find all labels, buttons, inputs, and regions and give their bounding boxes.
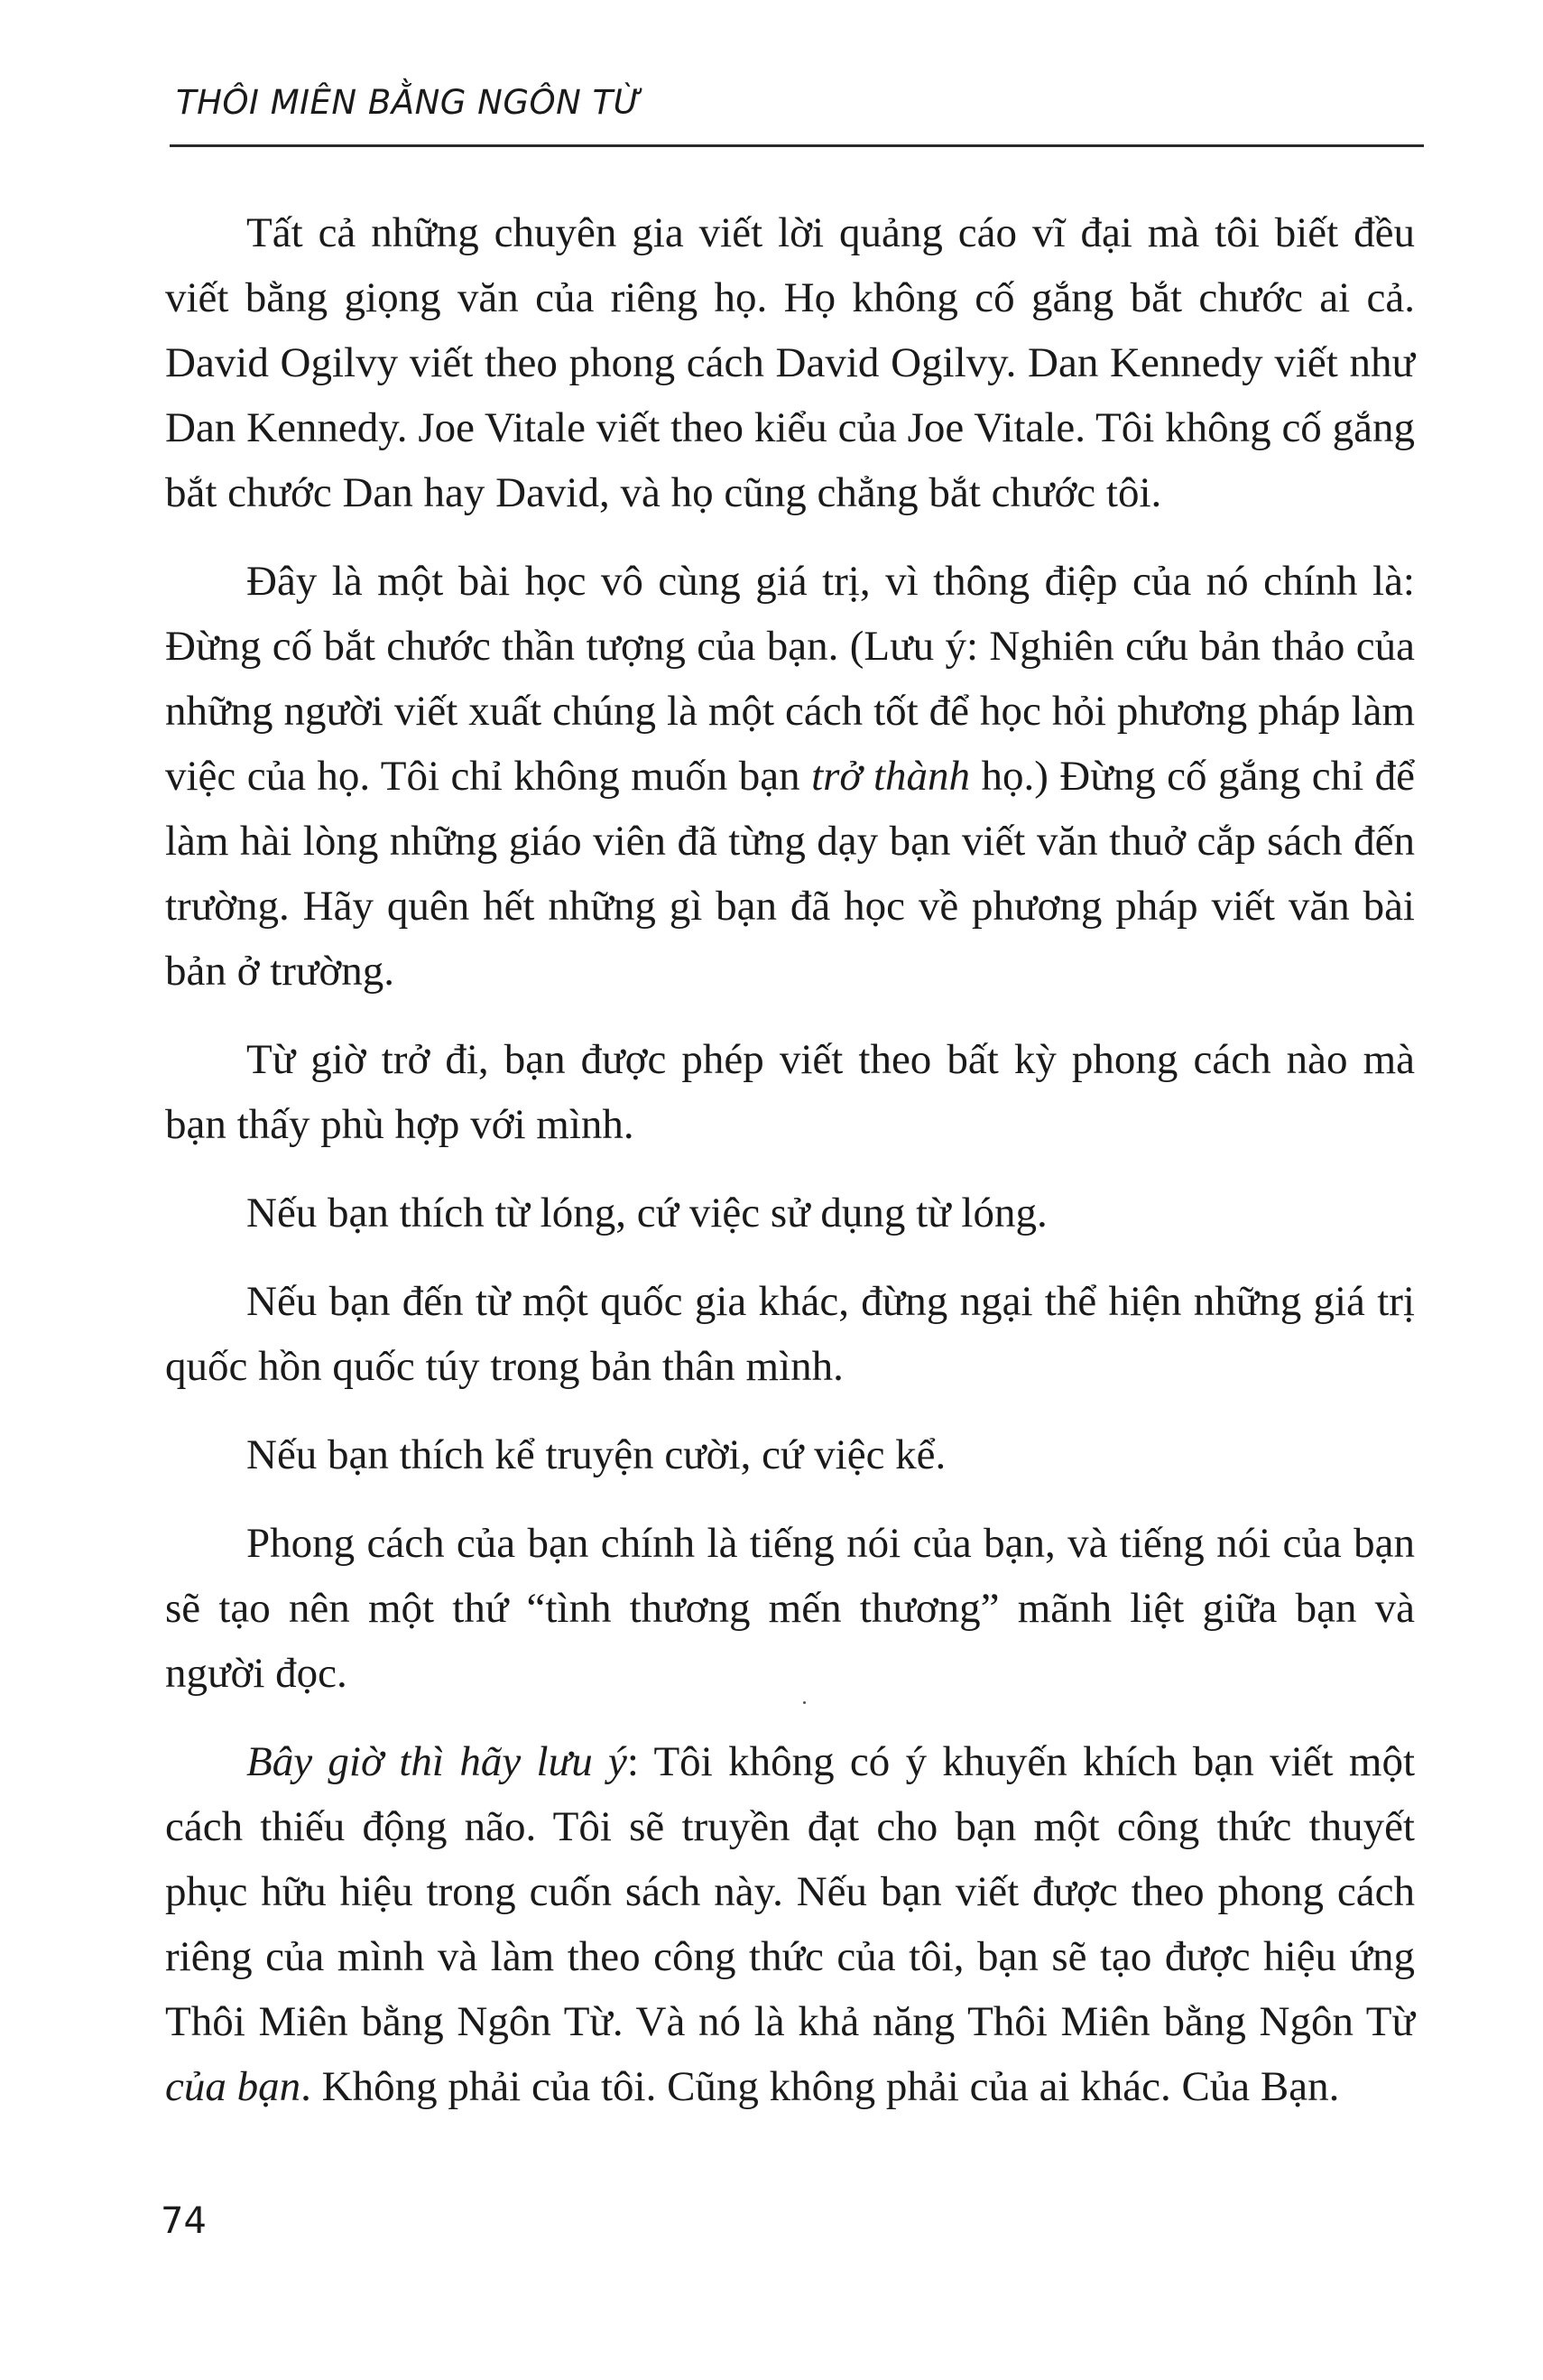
paragraph-text: họ.) Đừng cố gắng chỉ để làm hài lòng những giáo viên đã từng dạy bạn viết văn thuở cắp sách đến trường. Hãy quên hết những gì bạn đã học về phương pháp viết văn bài bản ở trường. — [165, 753, 1415, 995]
paragraph-text: Phong cách của bạn chính là tiếng nói của bạn, và tiếng nói của bạn sẽ tạo nên một thứ “tình thương mến thương” mãnh liệt giữa bạn và người đọc. — [165, 1520, 1415, 1697]
running-title: THÔI MIÊN BẰNG NGÔN TỪ — [176, 83, 642, 122]
paragraph — [165, 200, 1415, 525]
paragraph-text: Tất cả những chuyên gia viết lời quảng cáo vĩ đại mà tôi biết đều viết bằng giọng văn của riêng họ. Họ không cố gắng bắt chước ai cả. David Ogilvy viết theo phong cách David Ogilvy. Dan Kennedy viết như Dan Kennedy. Joe Vitale viết theo kiểu của Joe Vitale. Tôi không cố gắng bắt chước Dan hay David, và họ cũng chẳng bắt chước tôi. — [165, 209, 1415, 516]
paragraph-text: : Tôi không có ý khuyến khích bạn viết một cách thiếu động não. Tôi sẽ truyền đạt cho bạn một công thức thuyết phục hữu hiệu trong cuốn sách này. Nếu bạn viết được theo phong cách riêng của mình và làm theo công thức của tôi, bạn sẽ tạo được hiệu ứng Thôi Miên bằng Ngôn Từ. Và nó là khả năng Thôi Miên bằng Ngôn Từ — [165, 1738, 1415, 2045]
paragraph-text: Đây là một bài học vô cùng giá trị, vì thông điệp của nó chính là: Đừng cố bắt chước thần tượng của bạn. (Lưu ý: Nghiên cứu bản thảo của những người viết xuất chúng là một cách tốt để học hỏi phương pháp làm việc của họ. Tôi chỉ không muốn bạn — [165, 558, 1415, 800]
paragraph-text: . Không phải của tôi. Cũng không phải của ai khác. Của Bạn. — [300, 2063, 1340, 2110]
body-text — [165, 200, 1415, 2143]
paragraph-text: Nếu bạn thích từ lóng, cứ việc sử dụng từ lóng. — [246, 1190, 1048, 1236]
italic-text: trở thành — [811, 753, 970, 800]
italic-text: của bạn — [165, 2063, 301, 2110]
paragraph — [165, 1269, 1415, 1399]
paragraph — [165, 1027, 1415, 1157]
page-number: 74 — [161, 2200, 207, 2242]
italic-text: Bây giờ thì hãy lưu ý — [246, 1738, 627, 1785]
paragraph — [165, 1511, 1415, 1706]
paragraph-text: Nếu bạn đến từ một quốc gia khác, đừng ngại thể hiện những giá trị quốc hồn quốc túy trong bản thân mình. — [165, 1278, 1415, 1390]
paragraph-text: Từ giờ trở đi, bạn được phép viết theo bất kỳ phong cách nào mà bạn thấy phù hợp với mình. — [165, 1036, 1415, 1148]
print-speck — [803, 1701, 806, 1704]
paragraph — [165, 549, 1415, 1004]
paragraph-text: Nếu bạn thích kể truyện cười, cứ việc kể. — [246, 1431, 947, 1478]
paragraph — [165, 1181, 1415, 1246]
header-divider — [170, 144, 1424, 147]
paragraph — [165, 1422, 1415, 1487]
paragraph — [165, 1729, 1415, 2119]
